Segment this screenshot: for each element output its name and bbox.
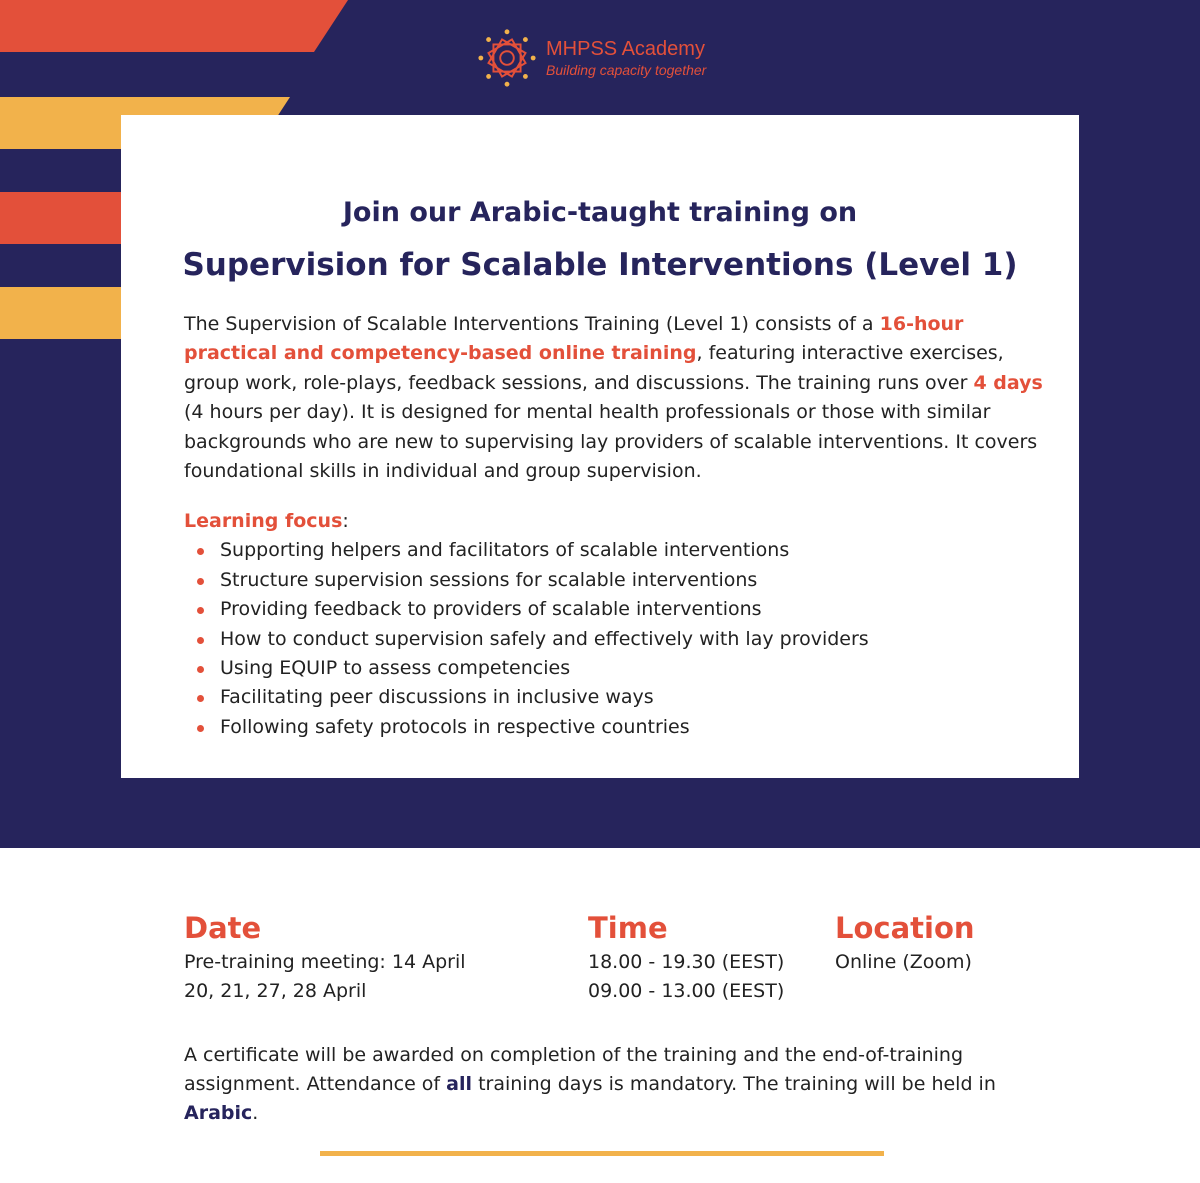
bullet-icon [197,637,204,644]
date-line: 20, 21, 27, 28 April [184,980,367,1002]
list-item-text: Using EQUIP to assess competencies [220,657,571,680]
list-item-text: Structure supervision sessions for scalable interventions [220,568,758,591]
date-line: Pre-training meeting: 14 April [184,951,466,973]
learning-focus-section [184,507,1044,742]
intro-text-2: , featuring interactive exercises, group work, role-plays, feedback sessions, and discussions. The training runs over [184,342,1004,394]
learning-focus-colon: : [342,510,349,532]
card-kicker: Join our Arabic-taught training on [342,197,858,228]
training-card [121,115,1079,778]
location-heading: Location [835,911,975,945]
decor-stripe-orange-1 [0,0,350,52]
list-item-text: Providing feedback to providers of scalable interventions [220,598,762,621]
bullet-icon [197,607,204,614]
logo-name: MHPSS Academy [546,38,705,60]
location-line: Online (Zoom) [835,951,972,973]
list-item [184,536,1044,565]
list-item [184,683,1044,712]
intro-highlight-hours: 16-hour practical and competency-based online training [184,313,964,365]
time-line: 18.00 - 19.30 (EEST) [588,951,785,973]
time-heading: Time [588,911,668,945]
list-item [184,625,1044,654]
learning-focus-heading: Learning focus [184,510,343,532]
list-item-text: How to conduct supervision safely and effectively with lay providers [220,627,869,650]
mandala-icon [476,27,538,89]
time-line: 09.00 - 13.00 (EEST) [588,980,785,1002]
academy-logo [476,22,706,94]
footer-text-1: A certificate will be awarded on completion of the training and the end-of-training assignment. Attendance of [184,1044,964,1095]
intro-text-1: The Supervision of Scalable Interventions Training (Level 1) consists of a [184,313,880,335]
bullet-icon [197,666,204,673]
footer-bold-arabic: Arabic [184,1102,253,1124]
list-item-text: Facilitating peer discussions in inclusive ways [220,686,654,709]
list-item [184,654,1044,683]
list-item [184,566,1044,595]
footer-text-3: . [252,1102,259,1124]
bullet-icon [197,548,204,555]
certificate-note [184,1041,1034,1128]
bullet-icon [197,578,204,585]
list-item [184,595,1044,624]
intro-paragraph [184,310,1044,486]
list-item [184,713,1044,742]
logo-tagline: Building capacity together [546,62,707,78]
list-item-text: Following safety protocols in respective countries [220,715,690,738]
time-column [588,908,828,1006]
bullet-icon [197,695,204,702]
bullet-icon [197,725,204,732]
page-title: Supervision for Scalable Interventions (Level 1) [182,247,1018,283]
bottom-divider [320,1151,884,1156]
date-column [184,908,574,1006]
intro-text-3: (4 hours per day). It is designed for mental health professionals or those with similar backgrounds who are new to supervising lay providers of scalable interventions. It covers foundational skills in individual and group supervision. [184,401,1038,483]
footer-text-2: training days is mandatory. The training will be held in [472,1073,996,1095]
intro-highlight-days: 4 days [973,371,1043,394]
location-column [835,908,1055,977]
list-item-text: Supporting helpers and facilitators of scalable interventions [220,539,790,562]
learning-focus-list [184,536,1044,742]
footer-bold-all: all [446,1073,473,1095]
date-heading: Date [184,911,262,945]
